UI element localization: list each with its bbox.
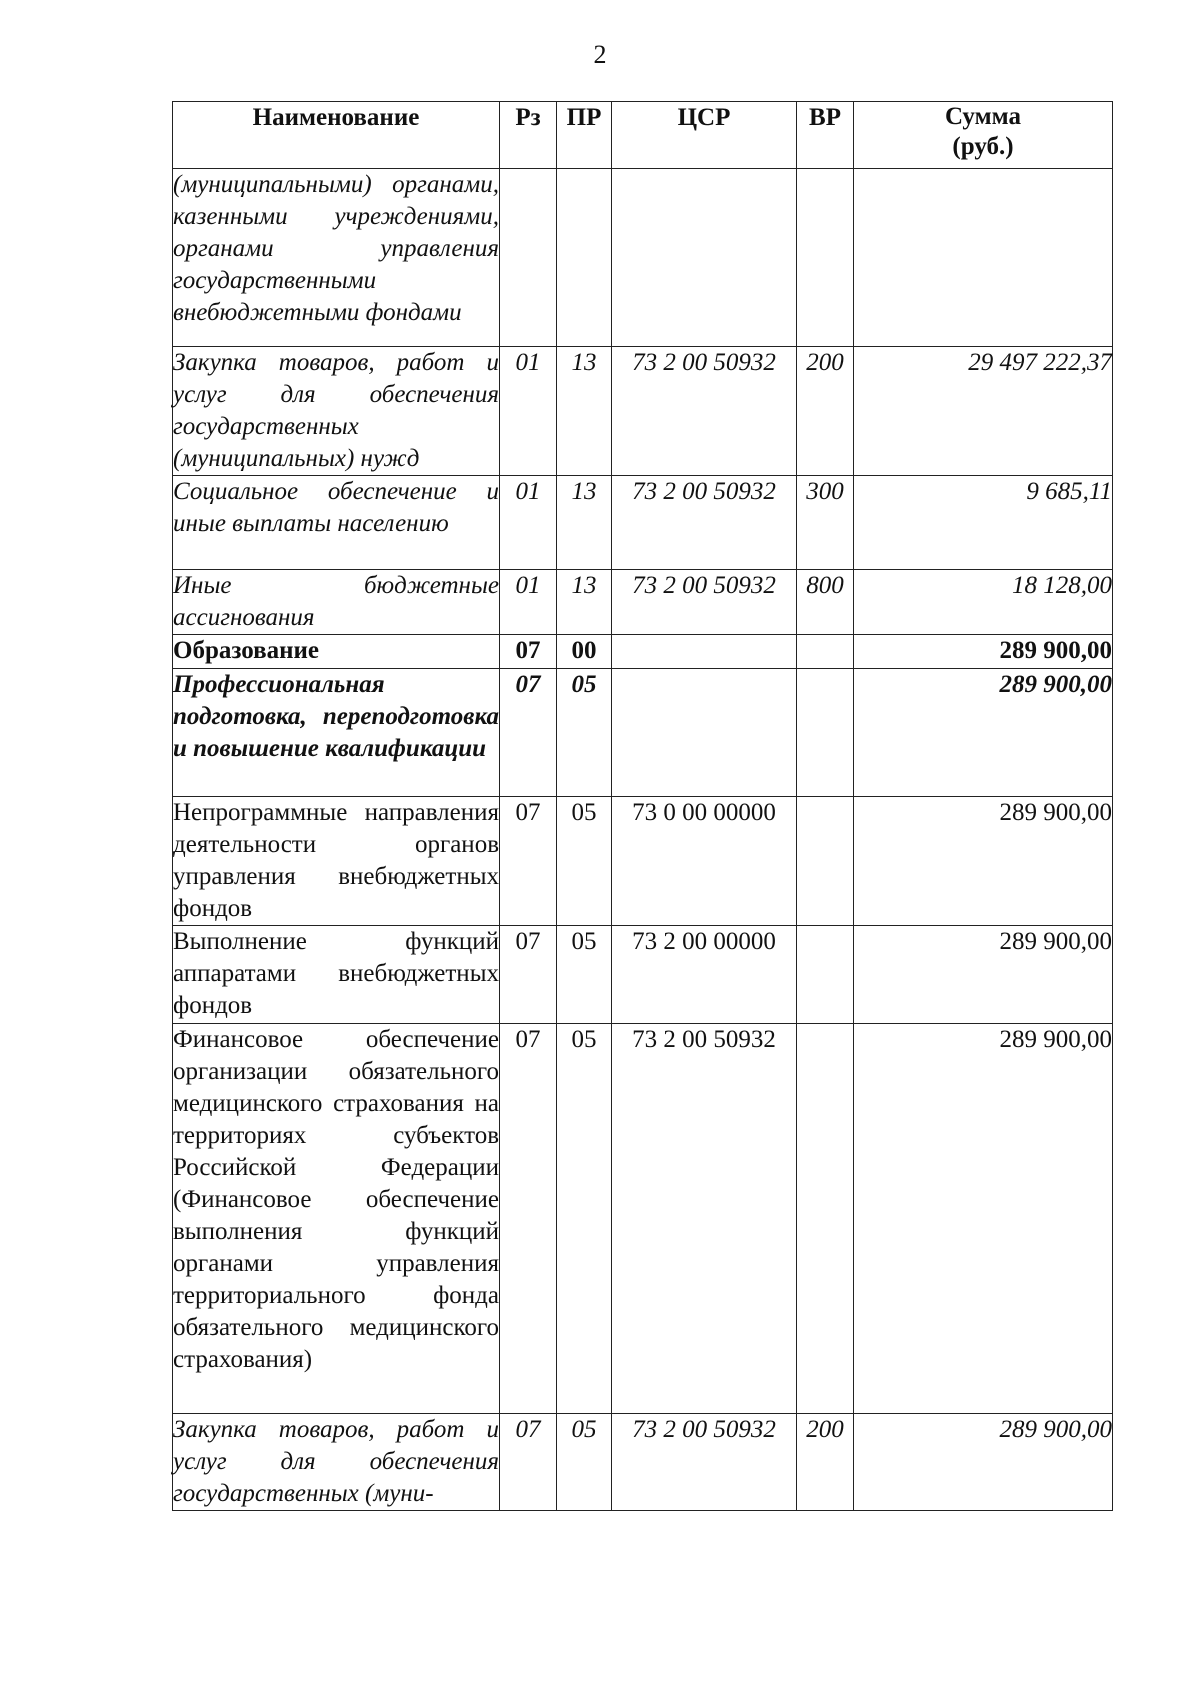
row-rz: 07 xyxy=(500,1414,557,1511)
row-name: Иные бюджетные ассигнования xyxy=(173,570,500,635)
table-row xyxy=(173,1414,1113,1511)
header-name: Наименование xyxy=(173,102,500,169)
row-vr xyxy=(797,635,854,669)
table-row xyxy=(173,476,1113,570)
row-csr xyxy=(612,169,797,347)
header-csr: ЦСР xyxy=(612,102,797,169)
row-name: Социальное обеспечение и иные выплаты населению xyxy=(173,476,500,570)
row-amount: 289 900,00 xyxy=(854,635,1113,669)
row-csr: 73 2 00 50932 xyxy=(612,1024,797,1414)
row-name: Выполнение функций аппаратами внебюджетных фондов xyxy=(173,926,500,1024)
row-pr: 05 xyxy=(557,926,612,1024)
table-row xyxy=(173,570,1113,635)
row-pr: 05 xyxy=(557,1414,612,1511)
row-name: Непрограммные направления деятельности органов управления внебюджетных фондов xyxy=(173,797,500,926)
row-amount: 9 685,11 xyxy=(854,476,1113,570)
row-vr xyxy=(797,669,854,797)
row-vr: 200 xyxy=(797,347,854,476)
header-pr: ПР xyxy=(557,102,612,169)
header-sum xyxy=(854,102,1113,169)
header-sum-line1: Сумма xyxy=(945,103,1021,130)
header-vr: ВР xyxy=(797,102,854,169)
row-pr: 13 xyxy=(557,570,612,635)
row-name: Образование xyxy=(173,635,500,669)
row-rz xyxy=(500,169,557,347)
row-vr xyxy=(797,1024,854,1414)
row-rz: 01 xyxy=(500,476,557,570)
row-csr: 73 2 00 50932 xyxy=(612,570,797,635)
row-rz: 07 xyxy=(500,1024,557,1414)
row-vr: 800 xyxy=(797,570,854,635)
row-name: Закупка товаров, работ и услуг для обеспечения государственных (муниципальных) нужд xyxy=(173,347,500,476)
row-pr: 05 xyxy=(557,797,612,926)
row-amount: 289 900,00 xyxy=(854,1024,1113,1414)
row-rz: 01 xyxy=(500,347,557,476)
row-csr xyxy=(612,669,797,797)
row-pr: 13 xyxy=(557,347,612,476)
row-csr: 73 2 00 50932 xyxy=(612,1414,797,1511)
row-amount: 289 900,00 xyxy=(854,926,1113,1024)
row-vr: 300 xyxy=(797,476,854,570)
row-amount: 18 128,00 xyxy=(854,570,1113,635)
table-row xyxy=(173,797,1113,926)
row-rz: 07 xyxy=(500,635,557,669)
row-amount: 289 900,00 xyxy=(854,1414,1113,1511)
row-amount xyxy=(854,169,1113,347)
table-row xyxy=(173,669,1113,797)
row-vr xyxy=(797,926,854,1024)
row-csr: 73 0 00 00000 xyxy=(612,797,797,926)
row-amount: 289 900,00 xyxy=(854,669,1113,797)
row-csr xyxy=(612,635,797,669)
row-vr xyxy=(797,169,854,347)
table-body xyxy=(173,169,1113,1511)
row-pr: 13 xyxy=(557,476,612,570)
row-rz: 07 xyxy=(500,926,557,1024)
row-rz: 07 xyxy=(500,669,557,797)
table-row xyxy=(173,1024,1113,1414)
table-row xyxy=(173,926,1113,1024)
row-csr: 73 2 00 00000 xyxy=(612,926,797,1024)
row-name: Финансовое обеспечение организации обязательного медицинского страхования на территориях субъектов Российской Федерации (Финансовое обеспечение выполнения функций органами управления территориального фонда обязательного медицинского страхования) xyxy=(173,1024,500,1414)
table-row xyxy=(173,169,1113,347)
row-csr: 73 2 00 50932 xyxy=(612,347,797,476)
budget-table xyxy=(172,101,1113,1511)
row-name: (муниципальными) органами, казенными учреждениями, органами управления государственными внебюджетными фондами xyxy=(173,169,500,347)
row-pr: 05 xyxy=(557,1024,612,1414)
row-pr: 05 xyxy=(557,669,612,797)
row-rz: 07 xyxy=(500,797,557,926)
table-row xyxy=(173,347,1113,476)
row-vr: 200 xyxy=(797,1414,854,1511)
row-vr xyxy=(797,797,854,926)
row-pr: 00 xyxy=(557,635,612,669)
row-rz: 01 xyxy=(500,570,557,635)
header-rz: Рз xyxy=(500,102,557,169)
row-name: Закупка товаров, работ и услуг для обеспечения государственных (муни- xyxy=(173,1414,500,1511)
table-row xyxy=(173,635,1113,669)
table-header xyxy=(173,102,1113,169)
row-amount: 29 497 222,37 xyxy=(854,347,1113,476)
row-csr: 73 2 00 50932 xyxy=(612,476,797,570)
row-name: Профессиональная подготовка, переподготовка и повышение квалификации xyxy=(173,669,500,797)
row-pr xyxy=(557,169,612,347)
row-amount: 289 900,00 xyxy=(854,797,1113,926)
page-number: 2 xyxy=(593,40,607,69)
header-sum-line2: (руб.) xyxy=(952,133,1014,160)
